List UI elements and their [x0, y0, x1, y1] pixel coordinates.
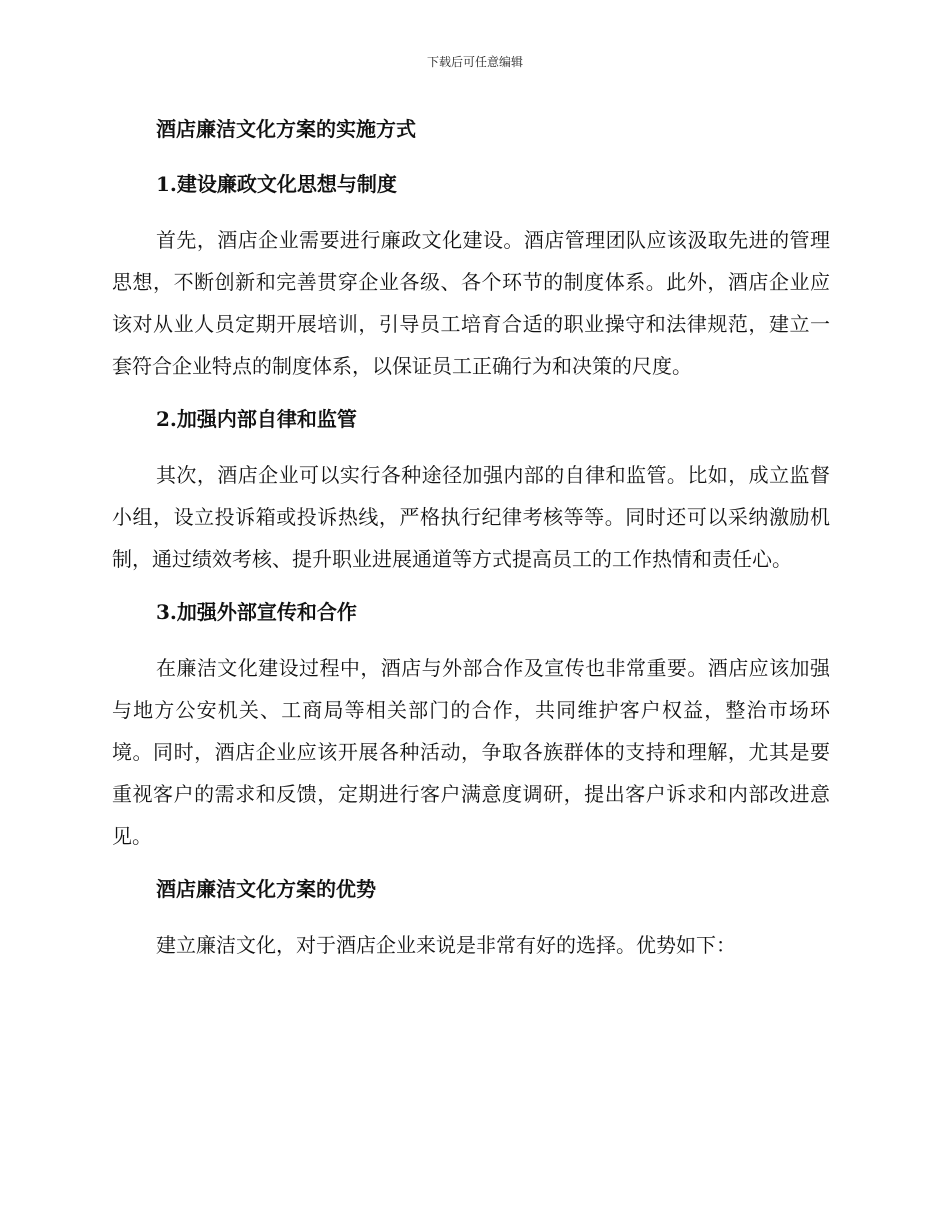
- section-paragraph-2: 其次，酒店企业可以实行各种途径加强内部的自律和监管。比如，成立监督小组，设立投诉箱或投诉热线，严格执行纪律考核等等。同时还可以采纳激励机制，通过绩效考核、提升职业进展通道等方式提高员工的工作热情和责任心。: [112, 463, 830, 571]
- section-heading-1: 1.建设廉政文化思想与制度: [156, 172, 397, 196]
- document-title: 酒店廉洁文化方案的实施方式: [156, 117, 416, 141]
- advantages-heading: 酒店廉洁文化方案的优势: [156, 877, 376, 901]
- document-body: [112, 109, 830, 978]
- section-paragraph-1: 首先，酒店企业需要进行廉政文化建设。酒店管理团队应该汲取先进的管理思想，不断创新和完善贯穿企业各级、各个环节的制度体系。此外，酒店企业应该对从业人员定期开展培训，引导员工培育合适的职业操守和法律规范，建立一套符合企业特点的制度体系，以保证员工正确行为和决策的尺度。: [112, 228, 830, 378]
- section-heading-3: 3.加强外部宣传和合作: [156, 600, 357, 624]
- page-header: 下载后可任意编辑: [426, 55, 523, 69]
- section-paragraph-3: 在廉洁文化建设过程中，酒店与外部合作及宣传也非常重要。酒店应该加强与地方公安机关、工商局等相关部门的合作，共同维护客户权益，整治市场环境。同时，酒店企业应该开展各种活动，争取各族群体的支持和理解，尤其是要重视客户的需求和反馈，定期进行客户满意度调研，提出客户诉求和内部改进意见。: [112, 656, 830, 848]
- advantages-intro: 建立廉洁文化，对于酒店企业来说是非常有好的选择。优势如下：: [156, 933, 736, 957]
- section-heading-2: 2.加强内部自律和监管: [156, 407, 357, 431]
